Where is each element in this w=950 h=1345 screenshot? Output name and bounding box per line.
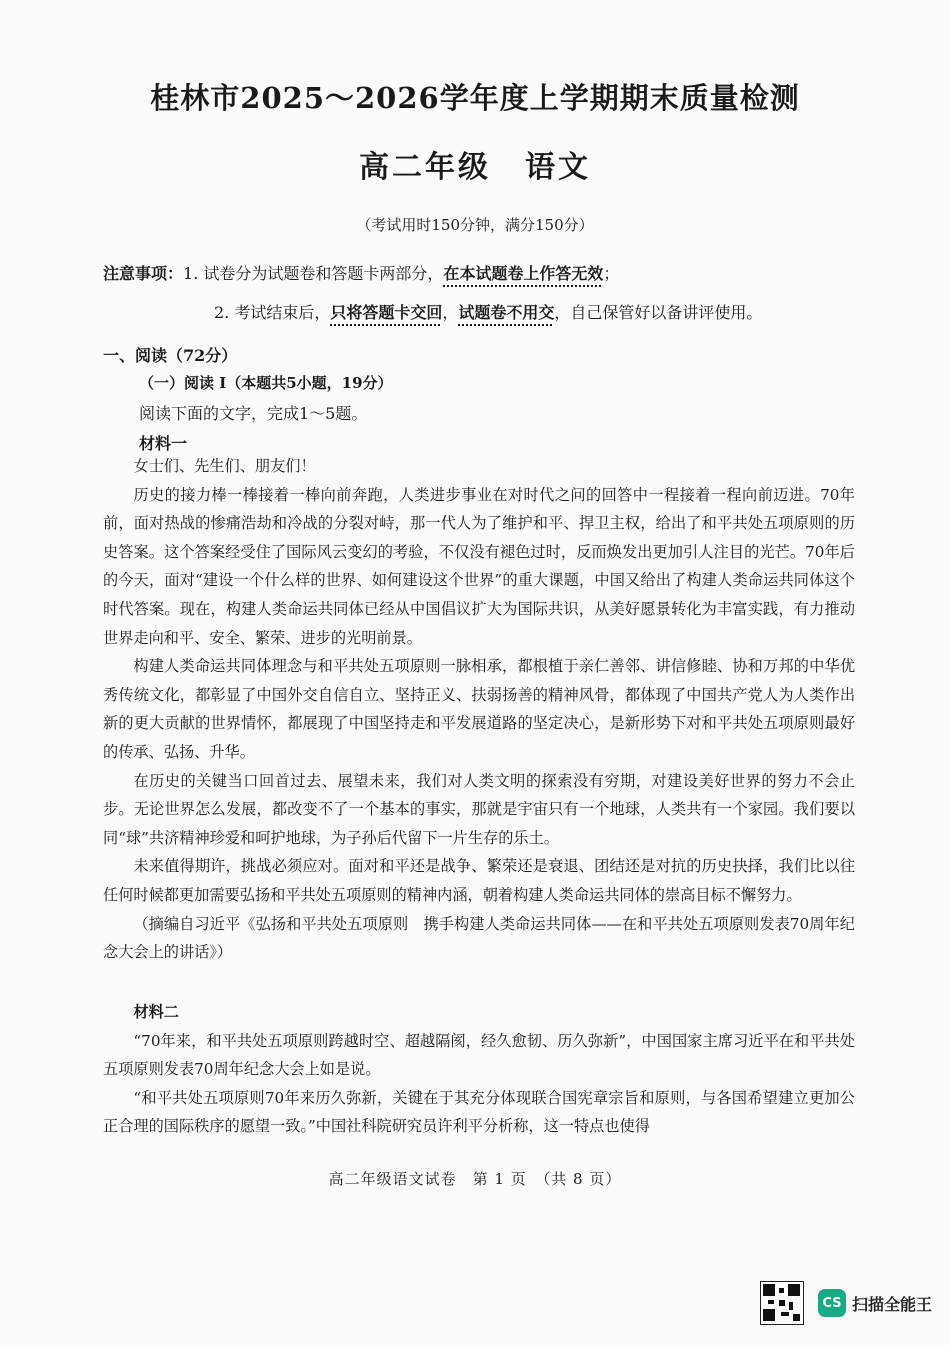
exam-info: （考试用时150分钟，满分150分） <box>356 216 594 234</box>
notice-item-2-emphasis-1: 只将答题卡交回 <box>330 303 443 322</box>
notice-item-2-suffix: ，自己保管好以备讲评使用。 <box>554 303 763 322</box>
qr-code-icon <box>760 1281 804 1325</box>
subject-label: 语文 <box>525 150 591 185</box>
part-heading: （一）阅读 I（本题共5小题，19分） <box>139 374 393 392</box>
page-footer: 高二年级语文试卷 第 1 页 （共 8 页） <box>328 1170 622 1188</box>
grade-label: 高二年级 <box>359 150 491 185</box>
paragraph: 在历史的关键当口回首过去、展望未来，我们对人类文明的探索没有穷期，对建设美好世界的努力不会止步。无论世界怎么发展，都改变不了一个基本的事实，那就是宇宙只有一个地球，人类共有一个家园。我们要以同“球”共济精神珍爱和呵护地球，为子孙后代留下一片生存的乐土。 <box>103 771 855 847</box>
notice-item-2-prefix: 2. 考试结束后， <box>214 303 331 322</box>
material-2-body <box>103 998 855 1141</box>
scanner-watermark <box>760 1281 932 1325</box>
paragraph: “和平共处五项原则70年来历久弥新，关键在于其充分体现联合国宪章宗旨和原则，与各国希望建立更加公正合理的国际秩序的愿望一致。”中国社科院研究员许利平分析称，这一特点也使得 <box>103 1088 855 1136</box>
notice-item-1 <box>103 261 619 284</box>
paragraph: 历史的接力棒一棒接着一棒向前奔跑，人类进步事业在对时代之问的回答中一程接着一程向前迈进。70年前，面对热战的惨痛浩劫和冷战的分裂对峙，那一代人为了维护和平、捍卫主权，给出了和平共处五项原则的历史答案。这个答案经受住了国际风云变幻的考验，不仅没有褪色过时，反而焕发出更加引人注目的光芒。70年后的今天，面对“建设一个什么样的世界、如何建设这个世界”的重大课题，中国又给出了构建人类命运共同体这个时代答案。现在，构建人类命运共同体已经从中国倡议扩大为国际共识，从美好愿景转化为丰富实践，有力推动世界走向和平、安全、繁荣、进步的光明前景。 <box>103 485 855 647</box>
notice-item-2-comma: ， <box>442 303 459 322</box>
paragraph: 未来值得期许，挑战必须应对。面对和平还是战争、繁荣还是衰退、团结还是对抗的历史抉择，我们比以往任何时候都更加需要弘扬和平共处五项原则的精神内涵，朝着构建人类命运共同体的崇高目标不懈努力。 <box>103 857 855 904</box>
material-2-heading: 材料二 <box>133 1003 179 1021</box>
material-1-body <box>103 452 855 967</box>
notice-item-1-prefix: 1. 试卷分为试题卷和答题卡两部分， <box>183 264 444 283</box>
greeting: 女士们、先生们、朋友们！ <box>133 457 316 475</box>
section-heading: 一、阅读（72分） <box>103 346 238 365</box>
reading-instruction: 阅读下面的文字，完成1～5题。 <box>139 404 368 423</box>
camscanner-logo-icon: CS <box>818 1289 846 1317</box>
notice-item-1-emphasis: 在本试题卷上作答无效 <box>443 264 604 283</box>
paragraph: “70年来，和平共处五项原则跨越时空、超越隔阂，经久愈韧、历久弥新”，中国国家主席习近平在和平共处五项原则发表70周年纪念大会上如是说。 <box>103 1031 855 1079</box>
notice-label: 注意事项： <box>103 264 184 283</box>
camscanner-name: 扫描全能王 <box>852 1294 933 1314</box>
notice-item-1-suffix: ； <box>603 264 620 283</box>
material-1-heading: 材料一 <box>139 434 188 453</box>
notice-item-2 <box>214 300 762 323</box>
source-citation: （摘编自习近平《弘扬和平共处五项原则 携手构建人类命运共同体——在和平共处五项原则发表70周年纪念大会上的讲话》） <box>103 914 855 962</box>
paragraph: 构建人类命运共同体理念与和平共处五项原则一脉相承，都根植于亲仁善邻、讲信修睦、协和万邦的中华优秀传统文化，都彰显了中国外交自信自立、坚持正义、扶弱扬善的精神风骨，都体现了中国共产党人为人类作出新的更大贡献的世界情怀，都展现了中国坚持走和平发展道路的坚定决心，是新形势下对和平共处五项原则最好的传承、弘扬、升华。 <box>103 657 855 761</box>
exam-title: 桂林市2025～2026学年度上学期期末质量检测 <box>150 81 800 115</box>
exam-subtitle <box>0 142 950 186</box>
notice-item-2-emphasis-2: 试题卷不用交 <box>458 303 555 322</box>
